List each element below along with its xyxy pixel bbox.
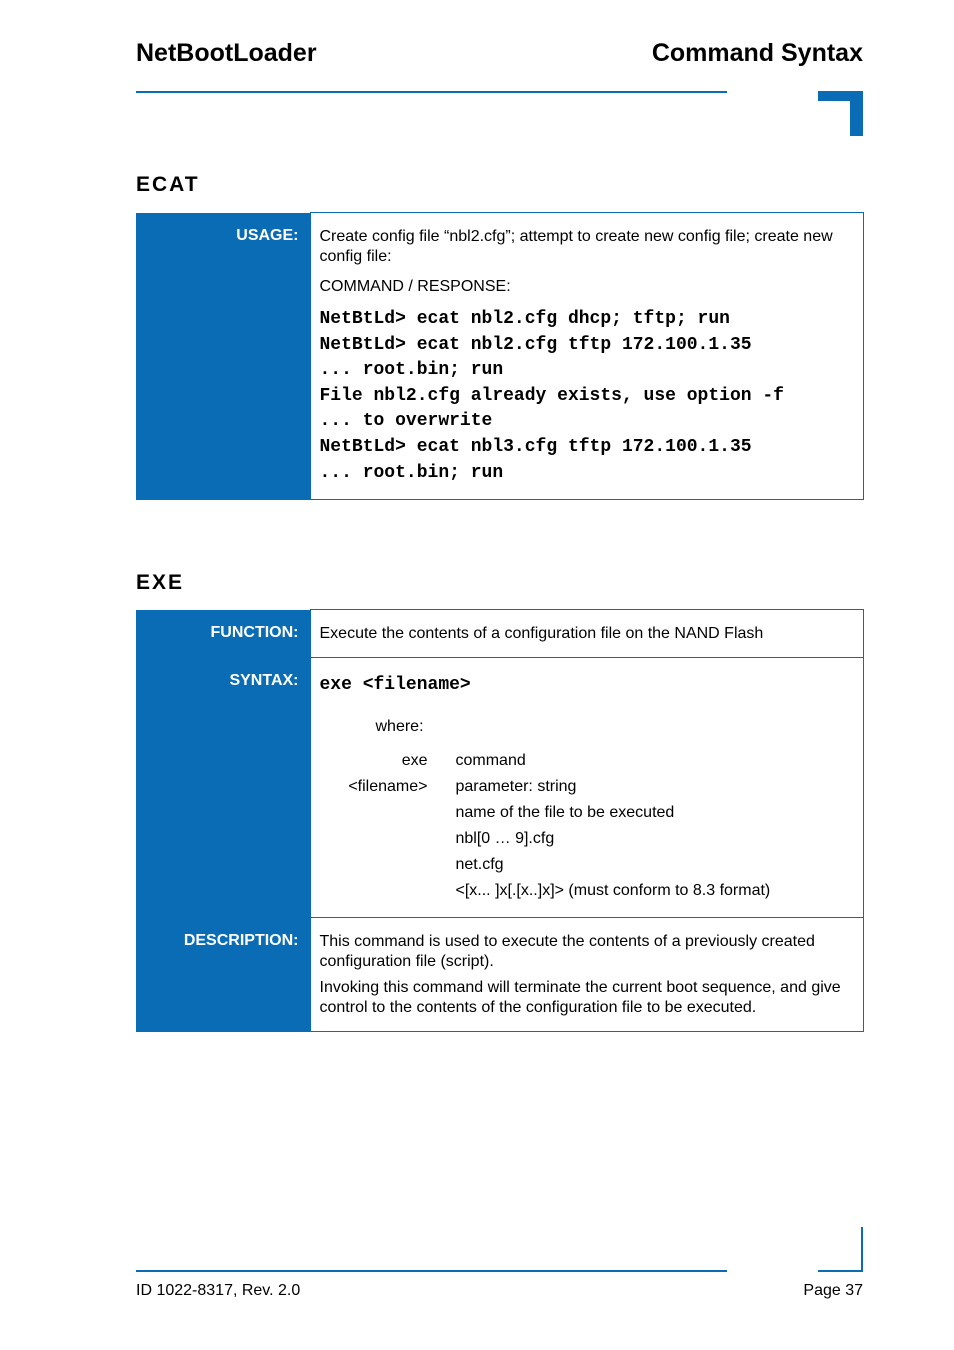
param-name (320, 855, 456, 881)
code-line: NetBtLd> ecat nbl2.cfg tftp 172.100.1.35 (319, 334, 752, 355)
description-paragraph: This command is used to execute the contents of a previously created configuration file (script). (319, 932, 815, 970)
exe-syntax-row (136, 658, 864, 918)
ecat-section-title: ECAT (136, 173, 200, 196)
code-line: File nbl2.cfg already exists, use option -f (319, 385, 784, 406)
param-row (320, 855, 771, 881)
header-rule (136, 91, 727, 93)
function-label: FUNCTION: (136, 610, 310, 658)
param-desc: <[x... ]x[.[x..]x]> (must conform to 8.3 format) (455, 881, 771, 899)
code-line: ... root.bin; run (319, 360, 504, 381)
parameter-list (320, 751, 771, 907)
syntax-content (310, 658, 864, 918)
code-line: ... root.bin; run (319, 462, 504, 483)
param-desc: net.cfg (455, 855, 504, 873)
exe-section-title: EXE (136, 571, 185, 594)
exe-command-table (136, 609, 864, 1032)
description-content (310, 917, 864, 1031)
description-paragraph: Invoking this command will terminate the current boot sequence, and give control to the contents of the configuration file to be executed. (319, 978, 841, 1016)
ecat-code-block (320, 307, 852, 486)
corner-mark-bottom-vertical (861, 1227, 863, 1272)
syntax-label: SYNTAX: (136, 658, 310, 918)
code-line: NetBtLd> ecat nbl3.cfg tftp 172.100.1.35 (319, 436, 752, 457)
ecat-command-table (136, 212, 864, 500)
param-row (320, 751, 771, 777)
ecat-usage-row (136, 213, 864, 500)
param-desc: parameter: string (455, 777, 577, 795)
param-name: <filename> (348, 777, 428, 795)
command-response-label: COMMAND / RESPONSE: (319, 278, 511, 295)
usage-content (310, 213, 864, 500)
syntax-code: exe <filename> (319, 675, 471, 695)
exe-function-row (136, 610, 864, 658)
header-left-title: NetBootLoader (136, 39, 317, 67)
footer-rule (136, 1270, 727, 1272)
param-name (320, 829, 456, 855)
footer-page-number: Page 37 (803, 1282, 863, 1299)
code-line: ... to overwrite (319, 411, 493, 432)
corner-mark-top-vertical (850, 91, 863, 136)
corner-mark-bottom (818, 1270, 863, 1272)
usage-label: USAGE: (136, 213, 310, 500)
param-row (320, 881, 771, 907)
param-row (320, 803, 771, 829)
param-row (320, 777, 771, 803)
where-label: where: (375, 717, 424, 735)
description-label: DESCRIPTION: (136, 917, 310, 1031)
param-name: exe (401, 751, 428, 769)
param-name (320, 881, 456, 907)
param-name (320, 803, 456, 829)
function-text: Execute the contents of a configuration file on the NAND Flash (310, 610, 864, 658)
usage-text: Create config file “nbl2.cfg”; attempt to create new config file; create new config file: (319, 228, 833, 265)
header-right-title: Command Syntax (651, 39, 863, 67)
code-line: NetBtLd> ecat nbl2.cfg dhcp; tftp; run (319, 309, 730, 329)
param-desc: name of the file to be executed (455, 803, 675, 821)
exe-description-row (136, 917, 864, 1031)
param-desc: command (455, 751, 526, 769)
param-row (320, 829, 771, 855)
footer-doc-id: ID 1022-8317, Rev. 2.0 (136, 1282, 301, 1299)
param-desc: nbl[0 … 9].cfg (455, 829, 555, 847)
